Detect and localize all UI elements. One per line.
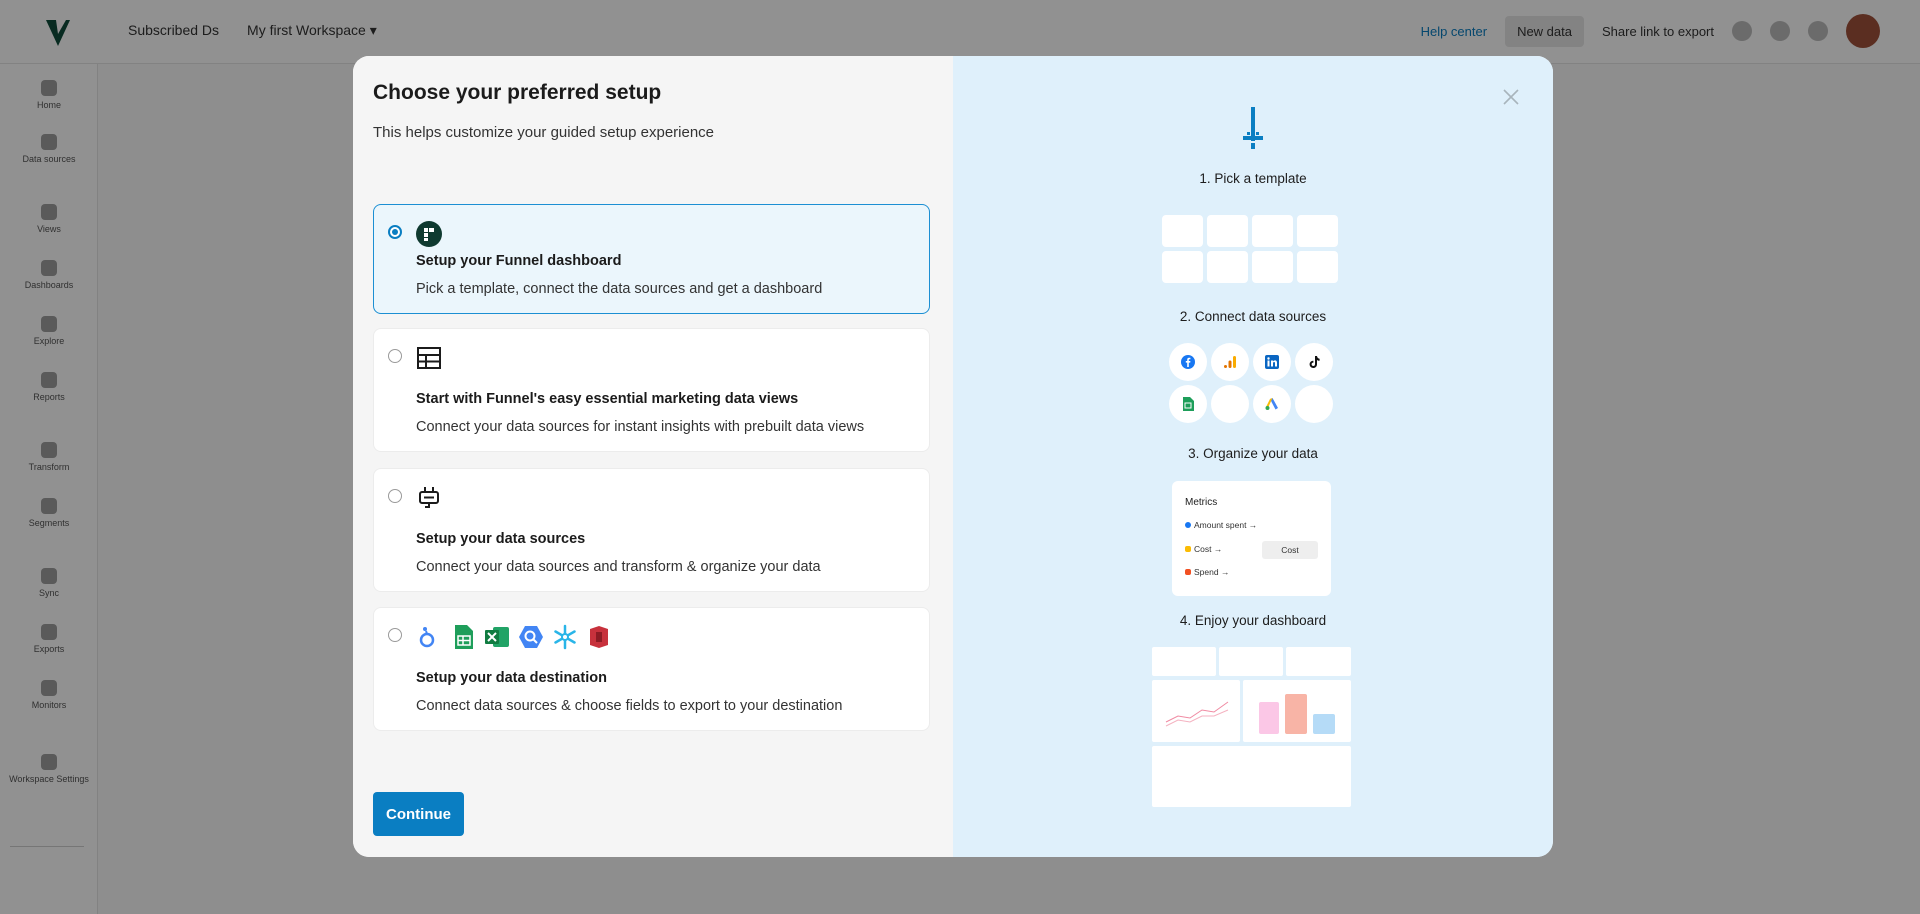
- step-label-4: 4. Enjoy your dashboard: [1179, 613, 1327, 628]
- metrics-card: [1172, 481, 1331, 596]
- source-icons-grid: [1169, 343, 1333, 423]
- option-icon-wrap: [416, 221, 442, 247]
- sidebar-item-label: Home: [36, 100, 61, 110]
- template-grid: [1162, 215, 1338, 283]
- template-cell: [1162, 251, 1203, 283]
- modal-subtitle: This helps customize your guided setup experience: [373, 124, 715, 141]
- continue-button[interactable]: Continue: [373, 792, 464, 836]
- sidebar-item-label: Monitors: [31, 700, 67, 710]
- metric-label: Amount spent →: [1194, 520, 1258, 530]
- redshift-icon: [586, 624, 612, 650]
- facebook-icon: [1181, 355, 1195, 369]
- option-radio[interactable]: [388, 489, 402, 503]
- sidebar-item-label: Reports: [33, 392, 65, 402]
- excel-icon: [484, 624, 510, 650]
- option-data-destination[interactable]: [373, 607, 930, 731]
- google-ads-icon: [1265, 397, 1279, 411]
- share-export-link[interactable]: Share link to export: [1601, 23, 1714, 39]
- sidebar-item-label: Views: [37, 224, 61, 234]
- source-empty: [1295, 385, 1333, 423]
- google-sheets-icon: [450, 624, 476, 650]
- new-data-button[interactable]: New data: [1505, 16, 1584, 47]
- option-radio[interactable]: [388, 349, 402, 363]
- option-icon-wrap: [416, 345, 442, 371]
- option-title: Start with Funnel's easy essential marketing data views: [416, 391, 799, 407]
- step-label-2: 2. Connect data sources: [1179, 309, 1327, 324]
- metrics-title: Metrics: [1185, 497, 1218, 508]
- modal-illustration-panel: [953, 56, 1553, 857]
- metric-label: Spend →: [1194, 567, 1230, 577]
- sidebar-item-label: Workspace Settings: [9, 774, 89, 784]
- destination-icons: [416, 624, 612, 650]
- funnel-pin-icon: [1238, 107, 1268, 151]
- metric-row-amount-spent: [1185, 520, 1257, 530]
- option-description: Pick a template, connect the data sources and get a dashboard: [416, 281, 823, 297]
- template-cell: [1207, 251, 1248, 283]
- option-icon-wrap: [416, 485, 442, 511]
- source-linkedin: [1253, 343, 1291, 381]
- dashboard-preview: [1152, 647, 1351, 807]
- modal-options-panel: [353, 56, 953, 857]
- step-label-3: 3. Organize your data: [1188, 446, 1318, 461]
- sidebar-item-label: Data sources: [22, 154, 76, 164]
- metric-chip-cost: [1262, 541, 1318, 559]
- sidebar-item-label: Sync: [38, 588, 59, 598]
- step-label-1: 1. Pick a template: [1199, 171, 1307, 186]
- template-cell: [1252, 251, 1293, 283]
- sidebar-item-label: Transform: [28, 462, 70, 472]
- modal-title: Choose your preferred setup: [373, 81, 662, 104]
- option-title: Setup your Funnel dashboard: [416, 253, 622, 269]
- template-cell: [1252, 215, 1293, 247]
- metric-row-spend: [1185, 567, 1229, 577]
- linkedin-icon: [1265, 355, 1279, 369]
- option-title: Setup your data sources: [416, 531, 586, 547]
- plug-icon: [416, 485, 442, 511]
- template-cell: [1297, 251, 1338, 283]
- sidebar-item-label: Exports: [33, 644, 65, 654]
- google-analytics-icon: [1223, 355, 1237, 369]
- source-google-ads: [1253, 385, 1291, 423]
- template-cell: [1207, 215, 1248, 247]
- option-description: Connect data sources & choose fields to export to your destination: [416, 698, 843, 714]
- google-sheets-icon: [1182, 397, 1194, 411]
- sidebar-item-label: Explore: [33, 336, 65, 346]
- microsoft-ads-icon: [1185, 569, 1191, 575]
- option-essential-data-views[interactable]: [373, 328, 930, 452]
- option-title: Setup your data destination: [416, 670, 607, 686]
- close-icon[interactable]: [1501, 87, 1521, 107]
- metric-row-cost: [1185, 544, 1222, 554]
- bigquery-icon: [518, 624, 544, 650]
- template-cell: [1297, 215, 1338, 247]
- kpi-card: [1152, 647, 1216, 676]
- snowflake-icon: [552, 624, 578, 650]
- source-google-analytics: [1211, 343, 1249, 381]
- line-chart-graphic: [1152, 680, 1240, 742]
- table-grid-icon: [416, 345, 442, 371]
- sidebar-item-label: Segments: [28, 518, 70, 528]
- funnel-brand-icon: [416, 221, 442, 247]
- source-facebook: [1169, 343, 1207, 381]
- option-funnel-dashboard[interactable]: [373, 204, 930, 314]
- source-empty: [1211, 385, 1249, 423]
- help-center-link[interactable]: Help center: [1420, 23, 1488, 39]
- metric-label: Cost →: [1194, 544, 1223, 554]
- bar-chart-card: [1243, 680, 1351, 742]
- google-ads-icon: [1185, 546, 1191, 552]
- tiktok-icon: [1307, 355, 1321, 369]
- line-chart-card: [1152, 680, 1240, 742]
- option-radio[interactable]: [388, 225, 402, 239]
- sidebar-item-label: Dashboards: [24, 280, 74, 290]
- chip-label: Cost: [1281, 545, 1299, 555]
- template-cell: [1162, 215, 1203, 247]
- source-tiktok: [1295, 343, 1333, 381]
- kpi-card: [1286, 647, 1351, 676]
- option-data-sources[interactable]: [373, 468, 930, 592]
- source-google-sheets: [1169, 385, 1207, 423]
- kpi-card: [1219, 647, 1283, 676]
- option-description: Connect your data sources and transform & organize your data: [416, 559, 821, 575]
- workspace-selector[interactable]: My first Workspace ▾: [247, 22, 377, 38]
- looker-studio-icon: [416, 624, 442, 650]
- table-card: [1152, 746, 1351, 807]
- bar-chart-graphic: [1243, 680, 1351, 742]
- setup-modal: [353, 56, 1553, 857]
- facebook-icon: [1185, 522, 1191, 528]
- option-radio[interactable]: [388, 628, 402, 642]
- option-description: Connect your data sources for instant insights with prebuilt data views: [416, 419, 865, 435]
- nav-item-subscribed[interactable]: Subscribed Ds: [128, 22, 220, 38]
